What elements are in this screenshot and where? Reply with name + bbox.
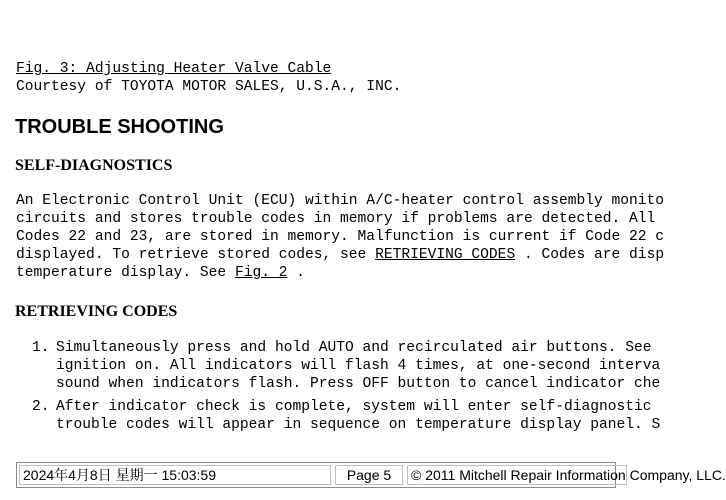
step-text xyxy=(56,398,660,434)
footer-datetime: 2024年4月8日 星期一 15:03:59 xyxy=(19,465,331,485)
paragraph-line: Codes 22 and 23, are stored in memory. Malfunction is current if Code 22 c xyxy=(16,229,665,245)
step-line: trouble codes will appear in sequence on temperature display panel. S xyxy=(56,417,661,433)
retrieving-codes-heading: RETRIEVING CODES xyxy=(15,303,178,320)
paragraph-line xyxy=(16,246,664,264)
footer-page-number: Page 5 xyxy=(335,465,403,485)
self-diagnostics-heading: SELF-DIAGNOSTICS xyxy=(15,157,173,174)
fig-2-link[interactable]: Fig. 2 xyxy=(234,265,288,281)
figure-title: Fig. 3: Adjusting Heater Valve Cable xyxy=(16,61,332,77)
step-line: Simultaneously press and hold AUTO and recirculated air buttons. See xyxy=(56,340,652,356)
figure-credit: Courtesy of TOYOTA MOTOR SALES, U.S.A., INC. xyxy=(16,79,402,95)
step-text xyxy=(56,339,660,393)
step-line: ignition on. All indicators will flash 4 times, at one-second interva xyxy=(56,358,661,374)
section-heading: TROUBLE SHOOTING xyxy=(15,116,224,138)
line-text: . xyxy=(287,265,306,281)
step-number: 2. xyxy=(32,399,50,415)
line-text: . Codes are disp xyxy=(515,247,665,263)
paragraph-line xyxy=(16,264,664,282)
page-footer xyxy=(16,462,726,488)
step-line: After indicator check is complete, system will enter self-diagnostic xyxy=(56,399,652,415)
retrieving-codes-link[interactable]: RETRIEVING CODES xyxy=(375,247,516,263)
line-text: displayed. To retrieve stored codes, see xyxy=(16,247,376,263)
paragraph-line: An Electronic Control Unit (ECU) within A/C-heater control assembly monito xyxy=(16,193,665,209)
step-line: sound when indicators flash. Press OFF button to cancel indicator che xyxy=(56,376,661,392)
paragraph-line: circuits and stores trouble codes in memory if problems are detected. All xyxy=(16,211,656,227)
step-number: 1. xyxy=(32,340,50,356)
self-diagnostics-paragraph xyxy=(16,192,664,282)
footer-copyright: © 2011 Mitchell Repair Information Company, LLC. xyxy=(407,465,627,485)
line-text: temperature display. See xyxy=(16,265,235,281)
